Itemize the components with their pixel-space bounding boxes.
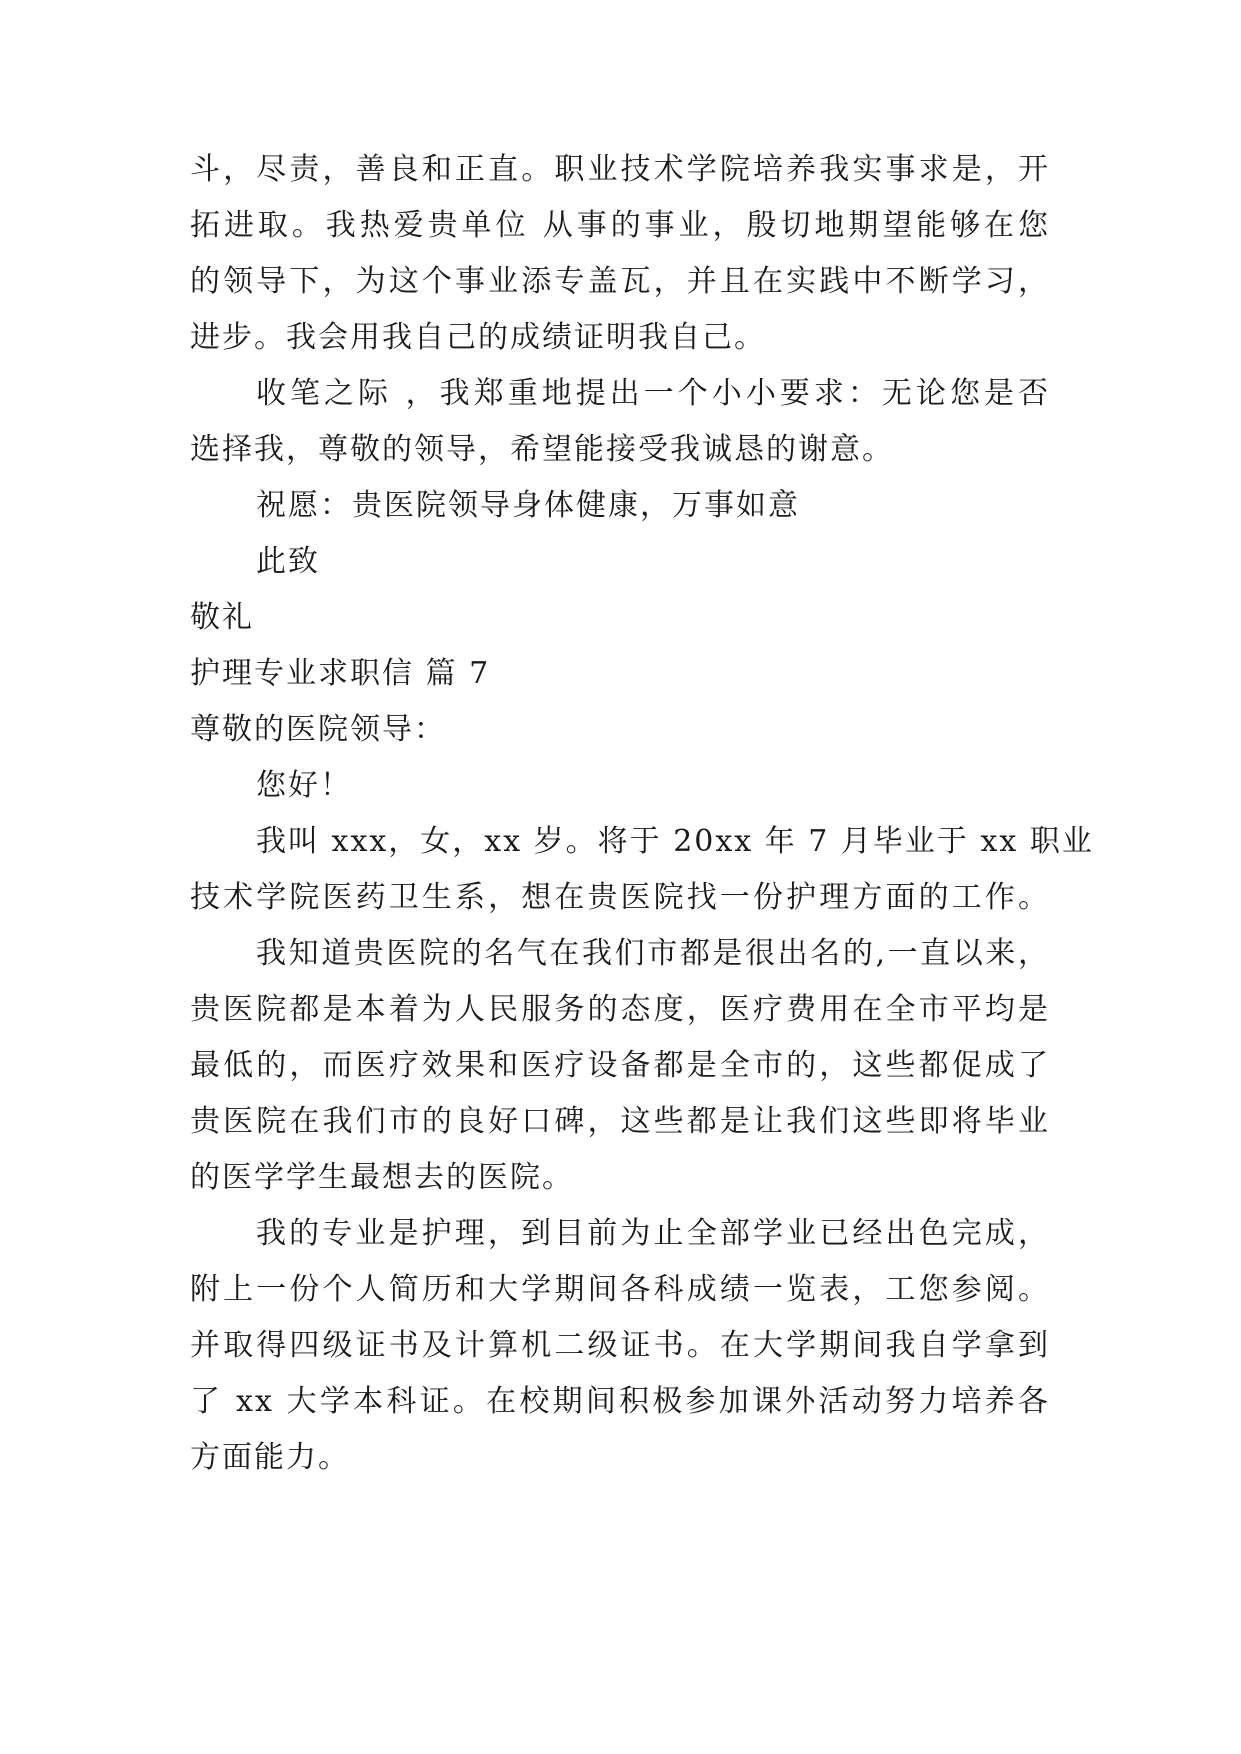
text-line: 贵医院都是本着为人民服务的态度，医疗费用在全市平均是 (190, 992, 1050, 1027)
text-line: 祝愿：贵医院领导身体健康，万事如意 (256, 488, 800, 523)
section-heading: 护理专业求职信 篇 7 (190, 656, 491, 691)
greeting-line: 尊敬的医院领导： (190, 712, 446, 747)
salutation-line: 敬礼 (190, 600, 254, 635)
text-line: 了 xx 大学本科证。在校期间积极参加课外活动努力培养各 (190, 1384, 1050, 1419)
text-line: 进步。我会用我自己的成绩证明我自己。 (190, 320, 766, 355)
closing-line: 此致 (256, 544, 320, 579)
text-line: 您好！ (256, 768, 352, 803)
text-line: 拓进取。我热爱贵单位 从事的事业，殷切地期望能够在您 (190, 208, 1050, 243)
text-line: 的领导下，为这个事业添专盖瓦，并且在实践中不断学习， (190, 264, 1050, 299)
text-line: 技术学院医药卫生系，想在贵医院找一份护理方面的工作。 (190, 880, 1050, 915)
text-line: 附上一份个人简历和大学期间各科成绩一览表，工您参阅。 (190, 1272, 1050, 1307)
text-line: 斗，尽责，善良和正直。职业技术学院培养我实事求是，开 (190, 152, 1050, 187)
text-line: 选择我，尊敬的领导，希望能接受我诚恳的谢意。 (190, 432, 894, 467)
text-line: 收笔之际 ，我郑重地提出一个小小要求：无论您是否 (256, 376, 1050, 411)
text-line: 并取得四级证书及计算机二级证书。在大学期间我自学拿到 (190, 1328, 1050, 1363)
text-line: 贵医院在我们市的良好口碑，这些都是让我们这些即将毕业 (190, 1104, 1050, 1139)
text-line: 我知道贵医院的名气在我们市都是很出名的,一直以来， (256, 936, 1050, 971)
text-line: 我叫 xxx，女，xx 岁。将于 20xx 年 7 月毕业于 xx 职业 (256, 824, 1094, 859)
text-line: 方面能力。 (190, 1440, 350, 1475)
text-line: 最低的，而医疗效果和医疗设备都是全市的，这些都促成了 (190, 1048, 1050, 1083)
text-line: 我的专业是护理，到目前为止全部学业已经出色完成， (256, 1216, 1050, 1251)
text-line: 的医学学生最想去的医院。 (190, 1160, 574, 1195)
